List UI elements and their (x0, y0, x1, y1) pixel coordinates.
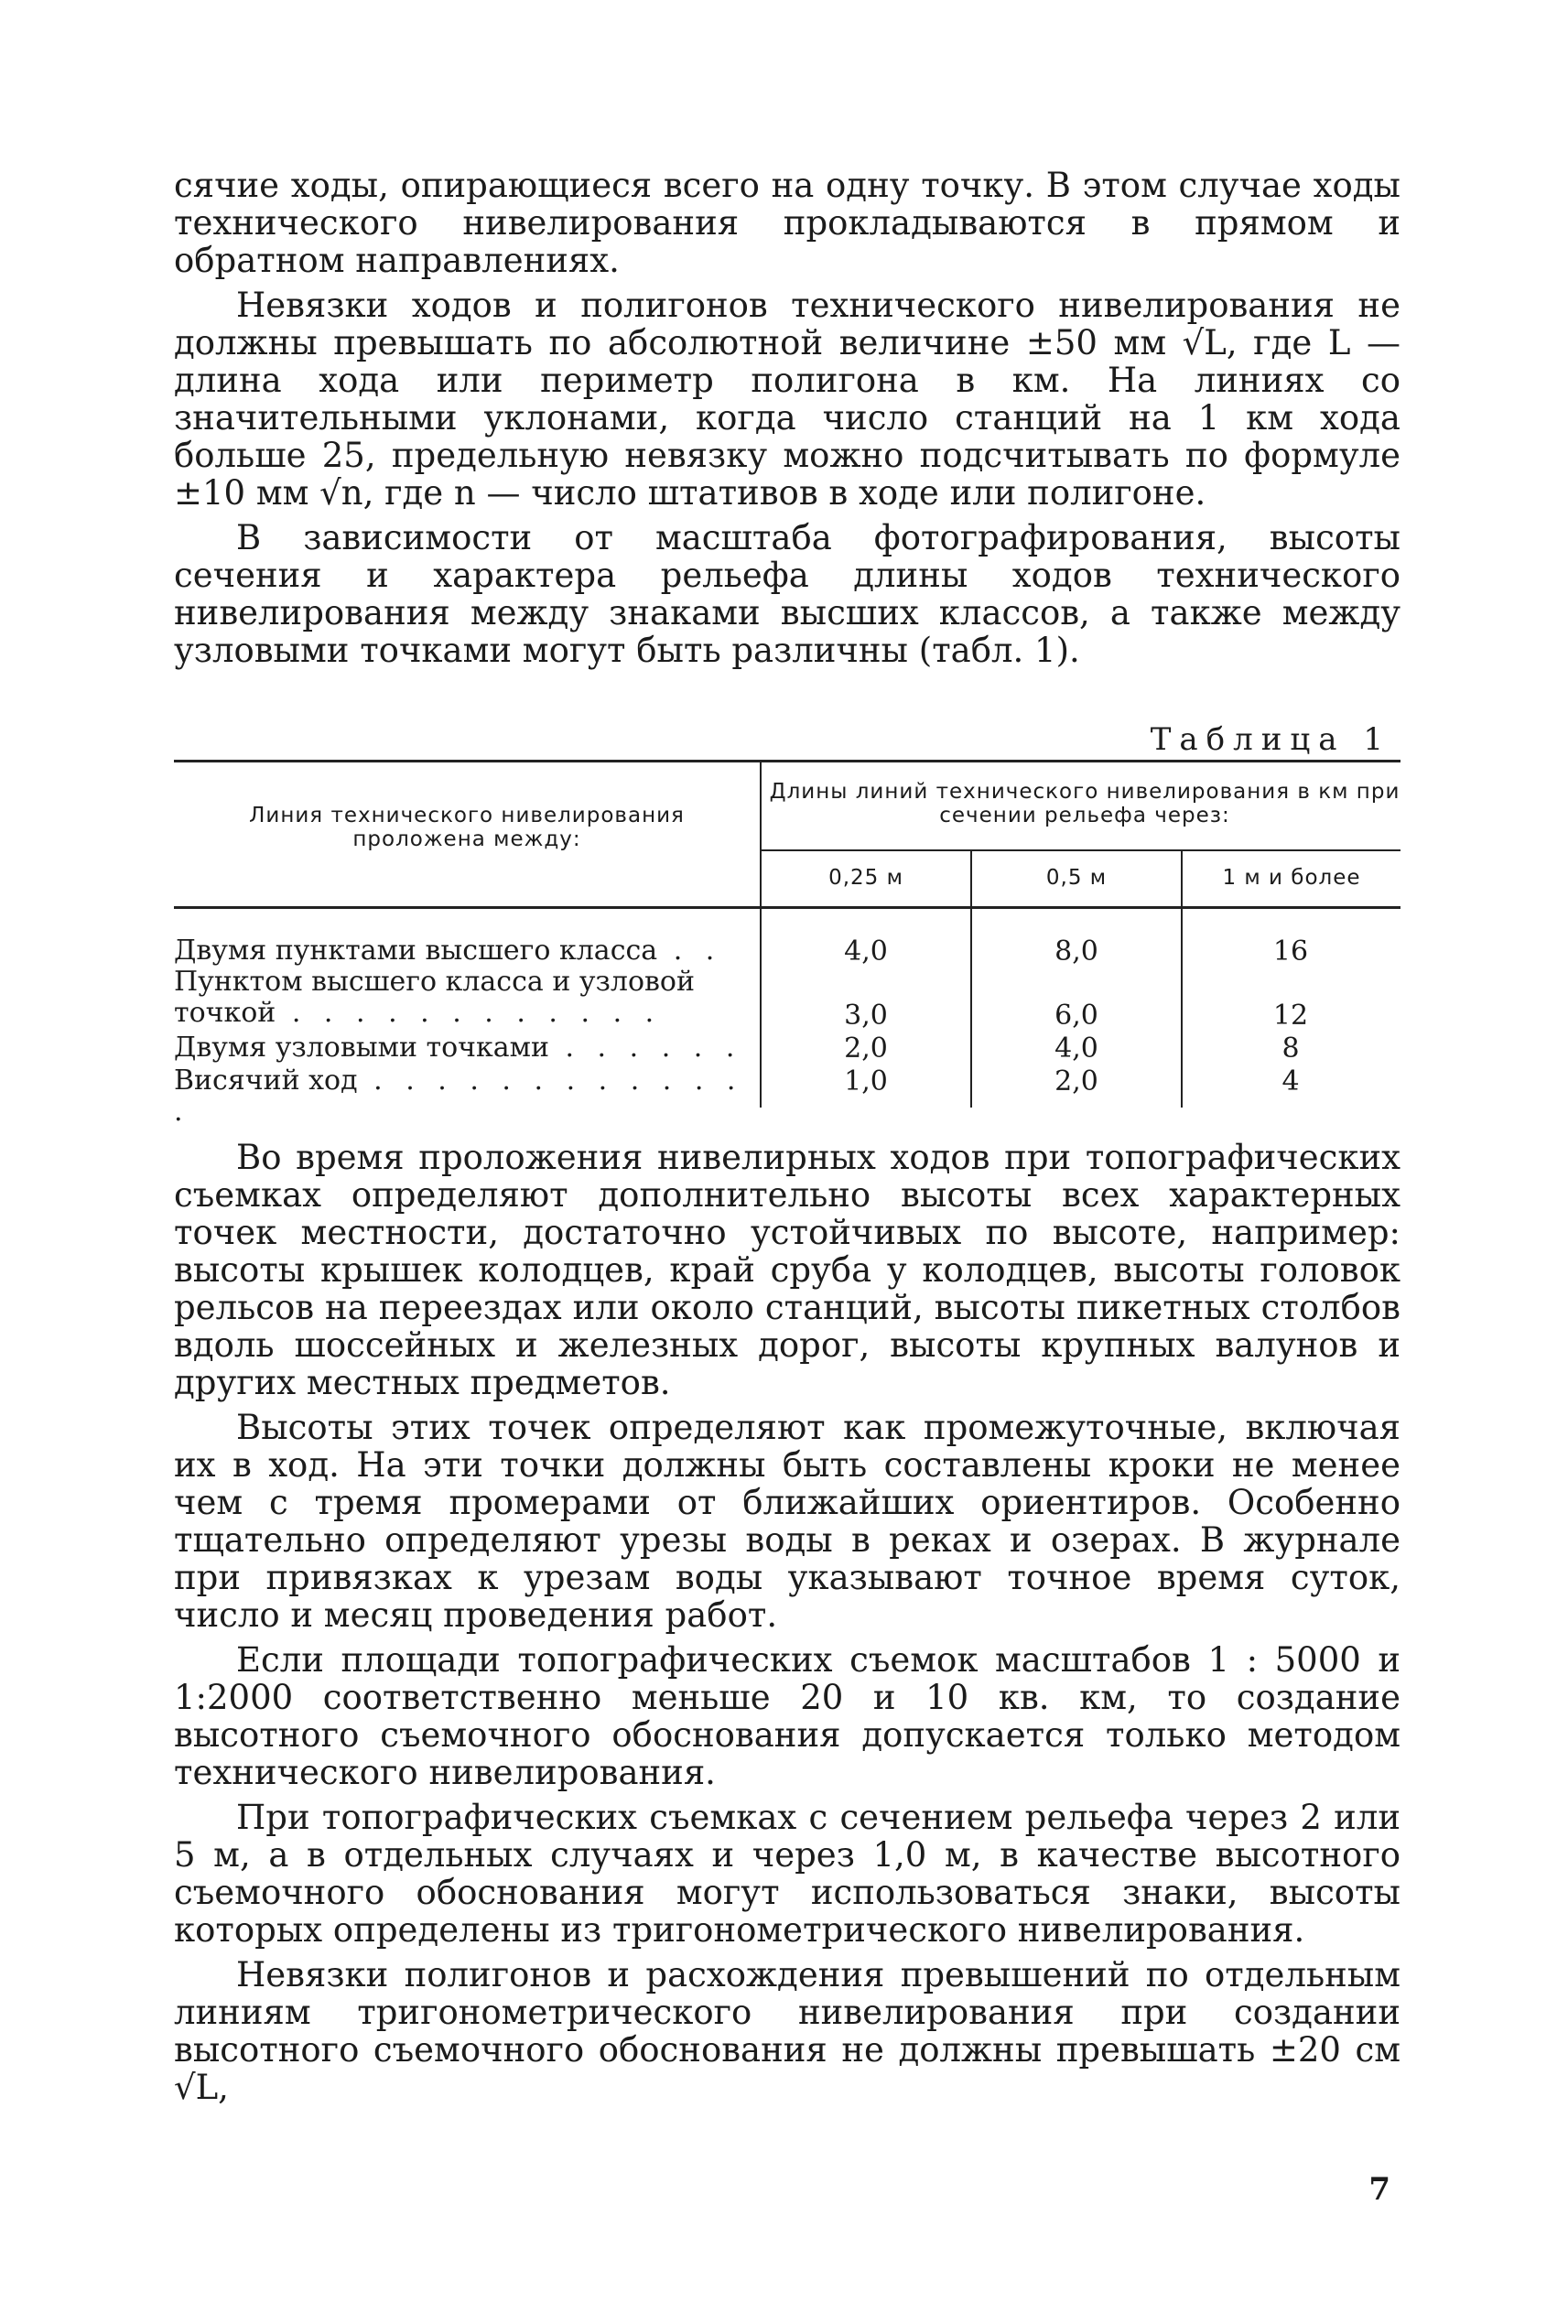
table-divider-col2 (970, 851, 972, 1108)
table-cell: 6,0 (1054, 1000, 1098, 1032)
paragraph-2: Невязки ходов и полигонов технического нивелирования не должны превышать по абсолютной величине ±50 мм √L, где L — длина хода или периметр полигона в км. На линиях со значительными уклонами, когда число станций на 1 км хода больше 25, предельную невязку можно подсчитывать по формуле ±10 мм √n, где n — число штативов в ходе или полигоне. (174, 286, 1400, 513)
table-divider-left (760, 760, 762, 1108)
table-subheader-rule (762, 849, 1400, 851)
table-cell: 2,0 (844, 1032, 888, 1065)
text-bottom (174, 1139, 1400, 2106)
table-top-rule (174, 760, 1400, 762)
table-cell: 16 (1272, 935, 1309, 967)
col-header-1m: 1 м и более (1222, 866, 1361, 890)
page-number: 7 (1368, 2171, 1390, 2208)
col-header-05: 0,5 м (1045, 866, 1108, 890)
paragraph-4: Во время проложения нивелирных ходов при топографических съемках определяют дополнительно высоты всех характерных точек местности, достаточно устойчивых по высоте, например: высоты крышек колодцев, край сруба у колодцев, высоты головок рельсов на переездах или около станций, высоты пикетных столбов вдоль шоссейных и железных дорог, высоты крупных валунов и других местных предметов. (174, 1138, 1400, 1402)
table-cell: 8 (1281, 1032, 1300, 1065)
table-cell: 12 (1272, 1000, 1309, 1032)
table-header-rule (174, 906, 1400, 909)
table-1 (174, 760, 1400, 1128)
paragraph-6: Если площади топографических съемок масштабов 1 : 5000 и 1:2000 соответственно меньше 20 и 10 кв. км, то создание высотного съемочного обоснования допускается только методом технического нивелирования. (174, 1640, 1400, 1792)
table-divider-col3 (1181, 851, 1183, 1108)
header-right: Длины линий технического нивелирования в км при сечении рельефа через: (769, 780, 1400, 827)
table-cell: 2,0 (1054, 1065, 1098, 1097)
table-cell: 1,0 (844, 1065, 888, 1097)
table-caption: Таблица 1 (1150, 721, 1391, 758)
table-cell: 4,0 (1054, 1032, 1098, 1065)
table-cell: 8,0 (1054, 935, 1098, 967)
header-left: Линия технического нивелирования проложена между: (249, 804, 685, 851)
col-header-025: 0,25 м (828, 866, 903, 890)
paragraph-1: сячие ходы, опирающиеся всего на одну точку. В этом случае ходы технического нивелирования прокладываются в прямом и обратном направлениях. (174, 166, 1400, 280)
table-row-label: Пунктом высшего класса и узловой точкой . . . . . . . . . . . . (174, 966, 695, 1029)
table-row-label: Висячий ход . . . . . . . . . . . . . (174, 1065, 743, 1128)
table-cell: 4,0 (844, 935, 888, 967)
paragraph-8: Невязки полигонов и расхождения превышений по отдельным линиям тригонометрического нивелирования при создании высотного съемочного обоснования не должны превышать ±20 см √L, (174, 1955, 1400, 2107)
paragraph-3: В зависимости от масштаба фотографирования, высоты сечения и характера рельефа длины ходов технического нивелирования между знаками высших классов, а также между узловыми точками могут быть различны (табл. 1). (174, 518, 1400, 670)
table-cell: 3,0 (844, 1000, 888, 1032)
table-row-label: Двумя узловыми точками . . . . . . (174, 1032, 742, 1064)
paragraph-5: Высоты этих точек определяют как промежуточные, включая их в ход. На эти точки должны быть составлены кроки не менее чем с тремя промерами от ближайших ориентиров. Особенно тщательно определяют урезы воды в реках и озерах. В журнале при привязках к урезам воды указывают точное время суток, число и месяц проведения работ. (174, 1408, 1400, 1635)
table-row-label: Двумя пунктами высшего класса . . (174, 935, 722, 967)
table-cell: 4 (1281, 1065, 1300, 1097)
text-top (174, 167, 1400, 669)
paragraph-7: При топографических съемках с сечением рельефа через 2 или 5 м, а в отдельных случаях и через 1,0 м, в качестве высотного съемочного обоснования могут использоваться знаки, высоты которых определены из тригонометрического нивелирования. (174, 1798, 1400, 1950)
